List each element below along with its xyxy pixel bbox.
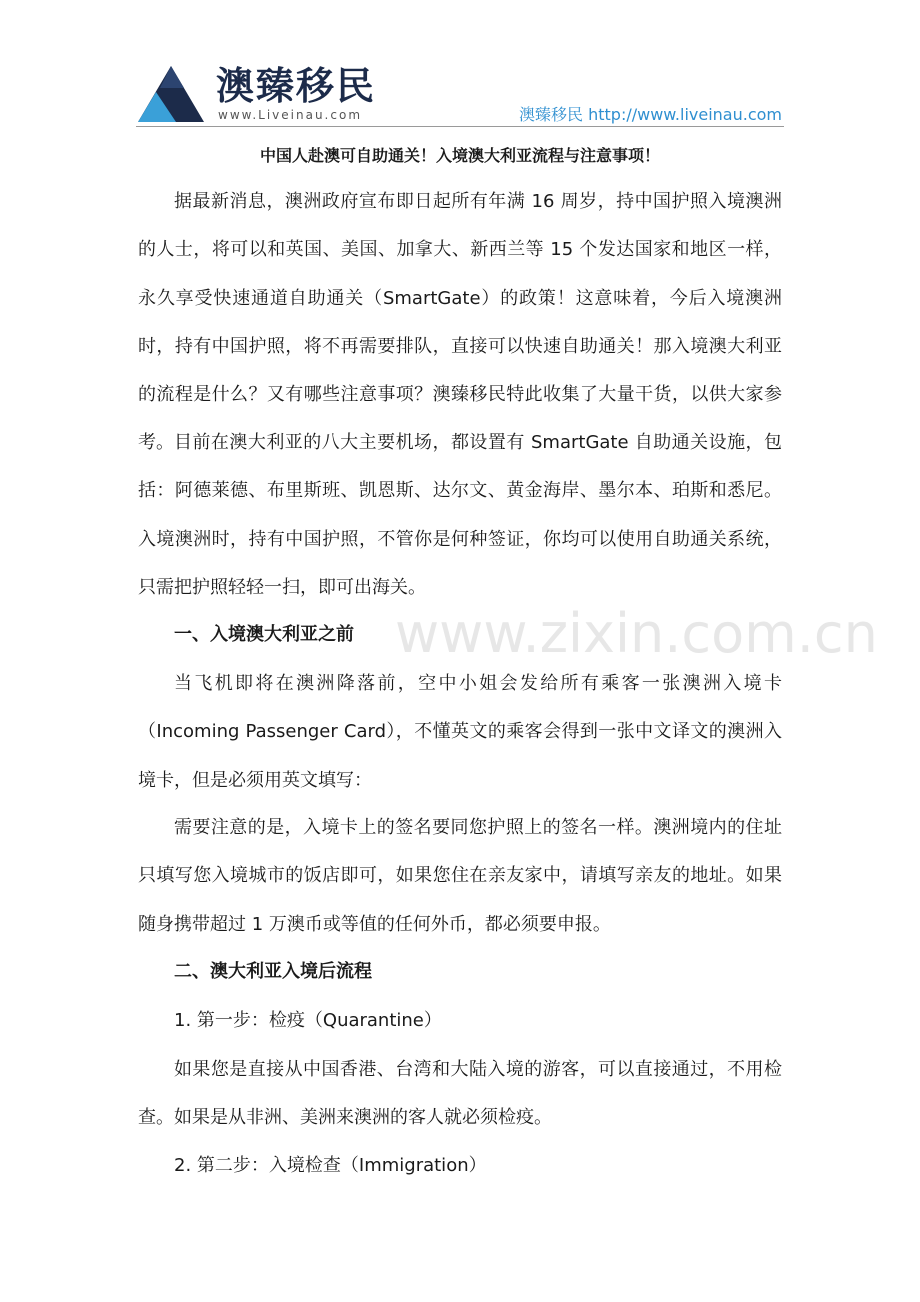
header-divider (136, 126, 784, 127)
paragraph-signature-note: 需要注意的是，入境卡上的签名要同您护照上的签名一样。澳洲境内的住址只填写您入境城市的饭店即可，如果您住在亲友家中，请填写亲友的地址。如果随身携带超过 1 万澳币或等值的任何外币，都必须要申报。 (138, 817, 782, 935)
paragraph-quarantine: 如果您是直接从中国香港、台湾和大陆入境的游客，可以直接通过，不用检查。如果是从非洲、美洲来澳洲的客人就必须检疫。 (138, 1059, 782, 1129)
header-site-info[interactable]: 澳臻移民 http://www.liveinau.com (519, 105, 782, 124)
page-header (138, 62, 782, 128)
logo-triangle-icon (138, 64, 204, 122)
section-heading-1: 一、入境澳大利亚之前 (174, 624, 354, 645)
document-title: 中国人赴澳可自助通关！入境澳大利亚流程与注意事项！ (259, 146, 660, 165)
section-heading-2: 二、澳大利亚入境后流程 (174, 961, 372, 982)
step-2-heading: 2. 第二步：入境检查（Immigration） (174, 1155, 487, 1176)
paragraph-intro: 据最新消息，澳洲政府宣布即日起所有年满 16 周岁，持中国护照入境澳洲的人士，将可以和英国、美国、加拿大、新西兰等 15 个发达国家和地区一样，永久享受快速通道自助通关（SmartGate）的政策！这意味着，今后入境澳洲时，持有中国护照，将不再需要排队，直接可以快速自助通关！那入境澳大利亚的流程是什么？又有哪些注意事项？澳臻移民特此收集了大量干货，以供大家参考。 (138, 191, 782, 454)
paragraph-arrival-card: 当飞机即将在澳洲降落前，空中小姐会发给所有乘客一张澳洲入境卡（Incoming Passenger Card），不懂英文的乘客会得到一张中文译文的澳洲入境卡，但是必须用英文填写： (138, 673, 782, 791)
watermark-text: www.zixin.com.cn (395, 602, 878, 665)
logo-name: 澳臻移民 (216, 63, 377, 108)
paragraph-airports: 目前在澳大利亚的八大主要机场，都设置有 SmartGate 自助通关设施，包括：阿德莱德、布里斯班、凯恩斯、达尔文、黄金海岸、墨尔本、珀斯和悉尼。入境澳洲时，持有中国护照，不管你是何种签证，你均可以使用自助通关系统，只需把护照轻轻一扫，即可出海关。 (138, 432, 782, 598)
step-1-heading: 1. 第一步：检疫（Quarantine） (174, 1010, 442, 1031)
logo-url: www.Liveinau.com (218, 108, 363, 122)
